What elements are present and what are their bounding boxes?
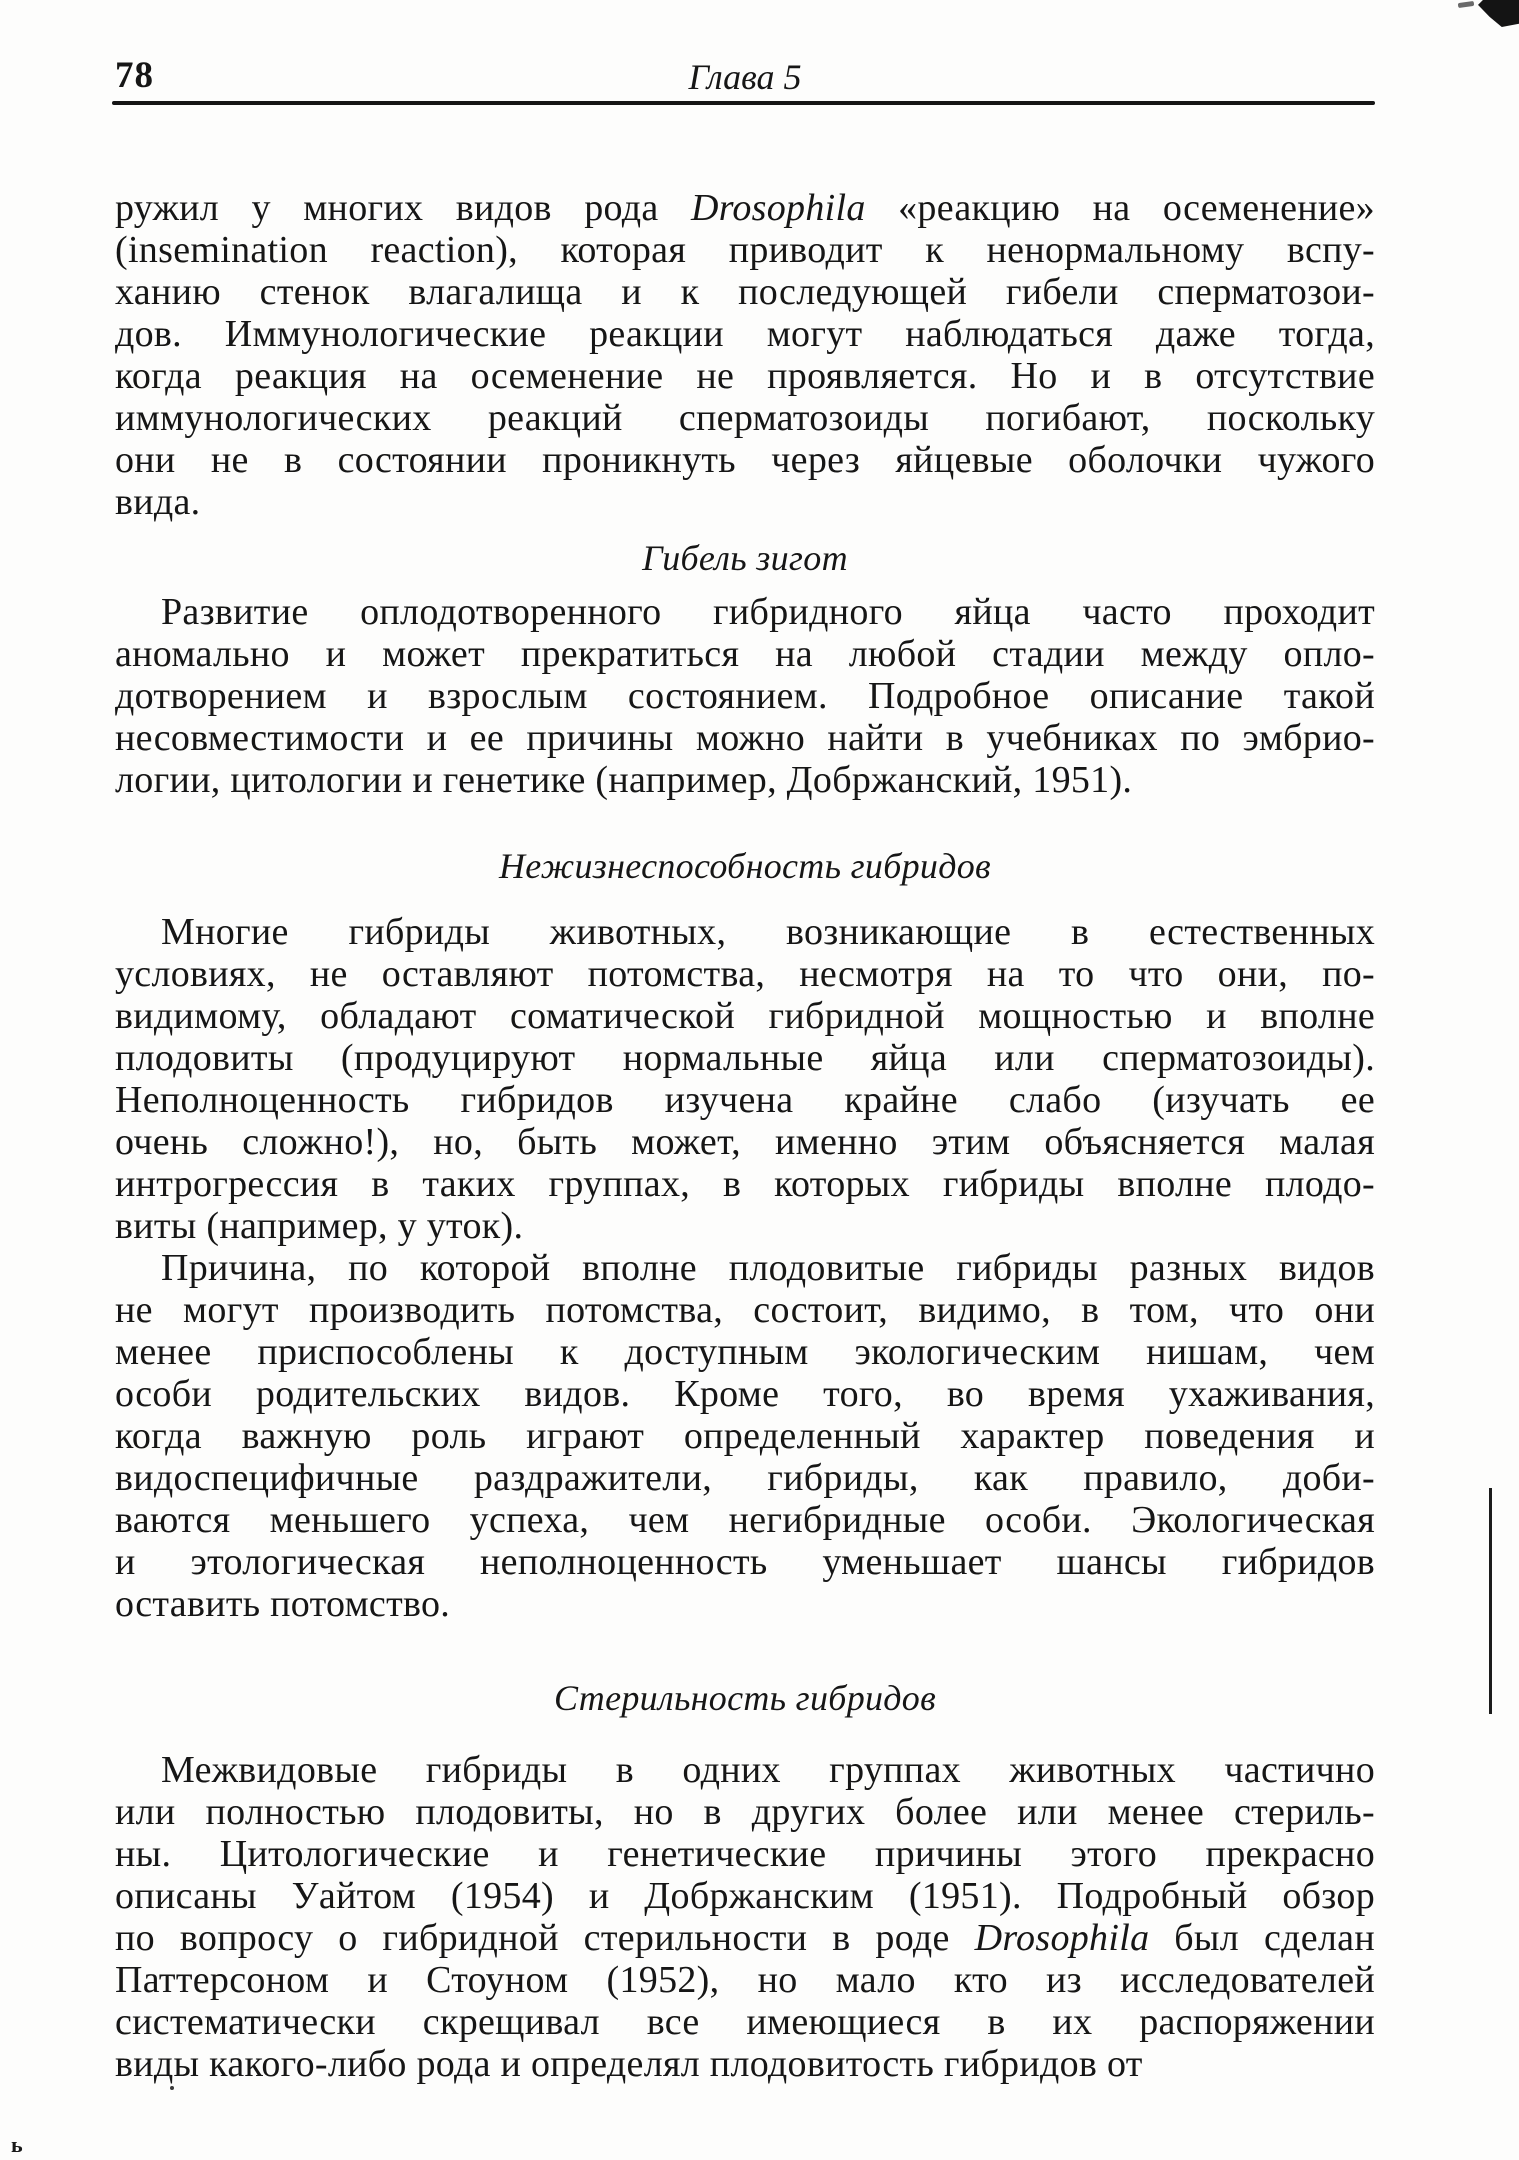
page-number: 78 <box>115 55 154 96</box>
text-line: Паттерсоном и Стоуном (1952), но мало кто из исследователей <box>115 1959 1375 2001</box>
section-heading: Стерильность гибридов <box>553 1678 937 1718</box>
text-line: описаны Уайтом (1954) и Добржанским (1951). Подробный обзор <box>115 1875 1375 1917</box>
scan-mark-bottom-left: ь <box>11 2132 23 2157</box>
text-line: иммунологических реакций сперматозоиды погибают, поскольку <box>115 397 1375 439</box>
paragraph <box>115 1247 1375 1625</box>
text-line: оставить потомство. <box>115 1583 451 1625</box>
text-line: ваются меньшего успеха, чем негибридные особи. Экологическая <box>115 1499 1375 1541</box>
text-line: ханию стенок влагалища и к последующей гибели сперматозои- <box>115 271 1375 313</box>
text-line: виды какого-либо рода и определял плодовитость гибридов от <box>115 2043 1143 2085</box>
scan-line-right-margin <box>1489 1488 1492 1714</box>
text-segment: по вопросу о гибридной стерильности в роде <box>115 1917 975 1959</box>
text-segment: ружил у многих видов рода <box>115 187 691 229</box>
paragraph <box>115 1749 1375 2085</box>
text-line: Многие гибриды животных, возникающие в естественных <box>161 911 1375 953</box>
text-line: они не в состоянии проникнуть через яйцевые оболочки чужого <box>115 439 1375 481</box>
text-line: интрогрессия в таких группах, в которых гибриды вполне плодо- <box>115 1163 1375 1205</box>
header-rule <box>112 101 1375 105</box>
text-line <box>115 1917 1375 1959</box>
paragraph <box>115 187 1375 523</box>
section-heading: Нежизнеспособность гибридов <box>499 846 991 886</box>
text-line: дов. Иммунологические реакции могут наблюдаться даже тогда, <box>115 313 1375 355</box>
paragraph <box>115 591 1375 801</box>
text-line: Неполноценность гибридов изучена крайне слабо (изучать ее <box>115 1079 1375 1121</box>
text-line: Развитие оплодотворенного гибридного яйца часто проходит <box>161 591 1375 633</box>
text-line: видоспецифичные раздражители, гибриды, как правило, доби- <box>115 1457 1375 1499</box>
text-line: ны. Цитологические и генетические причины этого прекрасно <box>115 1833 1375 1875</box>
text-line: Межвидовые гибриды в одних группах животных частично <box>161 1749 1375 1791</box>
text-line: когда важную роль играют определенный характер поведения и <box>115 1415 1375 1457</box>
text-line: очень сложно!), но, быть может, именно этим объясняется малая <box>115 1121 1375 1163</box>
text-column <box>115 187 1375 2085</box>
page-header <box>115 54 1375 100</box>
text-line: дотворением и взрослым состоянием. Подробное описание такой <box>115 675 1375 717</box>
text-line <box>115 187 1375 229</box>
italic-term: Drosophila <box>974 1917 1150 1959</box>
text-line: и этологическая неполноценность уменьшает шансы гибридов <box>115 1541 1375 1583</box>
text-segment: «реакцию на осеменение» <box>865 187 1375 229</box>
text-line: видимому, обладают соматической гибридной мощностью и вполне <box>115 995 1375 1037</box>
text-line: когда реакция на осеменение не проявляется. Но и в отсутствие <box>115 355 1375 397</box>
scan-speck-top-right <box>1458 1 1475 8</box>
text-line: Причина, по которой вполне плодовитые гибриды разных видов <box>161 1247 1375 1289</box>
text-line: плодовиты (продуцируют нормальные яйца или сперматозоиды). <box>115 1037 1375 1079</box>
text-line: аномально и может прекратиться на любой стадии между опло- <box>115 633 1375 675</box>
text-line: вида. <box>115 481 201 523</box>
text-segment: был сделан <box>1149 1917 1375 1959</box>
italic-term: Drosophila <box>690 187 866 229</box>
text-line: систематически скрещивал все имеющиеся в их распоряжении <box>115 2001 1375 2043</box>
text-line: или полностью плодовиты, но в других более или менее стериль- <box>115 1791 1375 1833</box>
text-line: несовместимости и ее причины можно найти в учебниках по эмбрио- <box>115 717 1375 759</box>
text-line: не могут производить потомства, состоит, видимо, в том, что они <box>115 1289 1375 1331</box>
text-line: логии, цитологии и генетике (например, Добржанский, 1951). <box>115 759 1133 801</box>
text-line: виты (например, у уток). <box>115 1205 524 1247</box>
text-line: особи родительских видов. Кроме того, во время ухаживания, <box>115 1373 1375 1415</box>
scan-dot <box>170 2086 174 2090</box>
scan-smudge-top-right <box>1478 0 1519 27</box>
text-line: менее приспособлены к доступным экологическим нишам, чем <box>115 1331 1375 1373</box>
text-line: (insemination reaction), которая приводит к ненормальному вспу- <box>115 229 1375 271</box>
chapter-title: Глава 5 <box>688 57 802 97</box>
text-line: условиях, не оставляют потомства, несмотря на то что они, по- <box>115 953 1375 995</box>
paragraph <box>115 911 1375 1247</box>
section-heading: Гибель зигот <box>642 538 848 578</box>
